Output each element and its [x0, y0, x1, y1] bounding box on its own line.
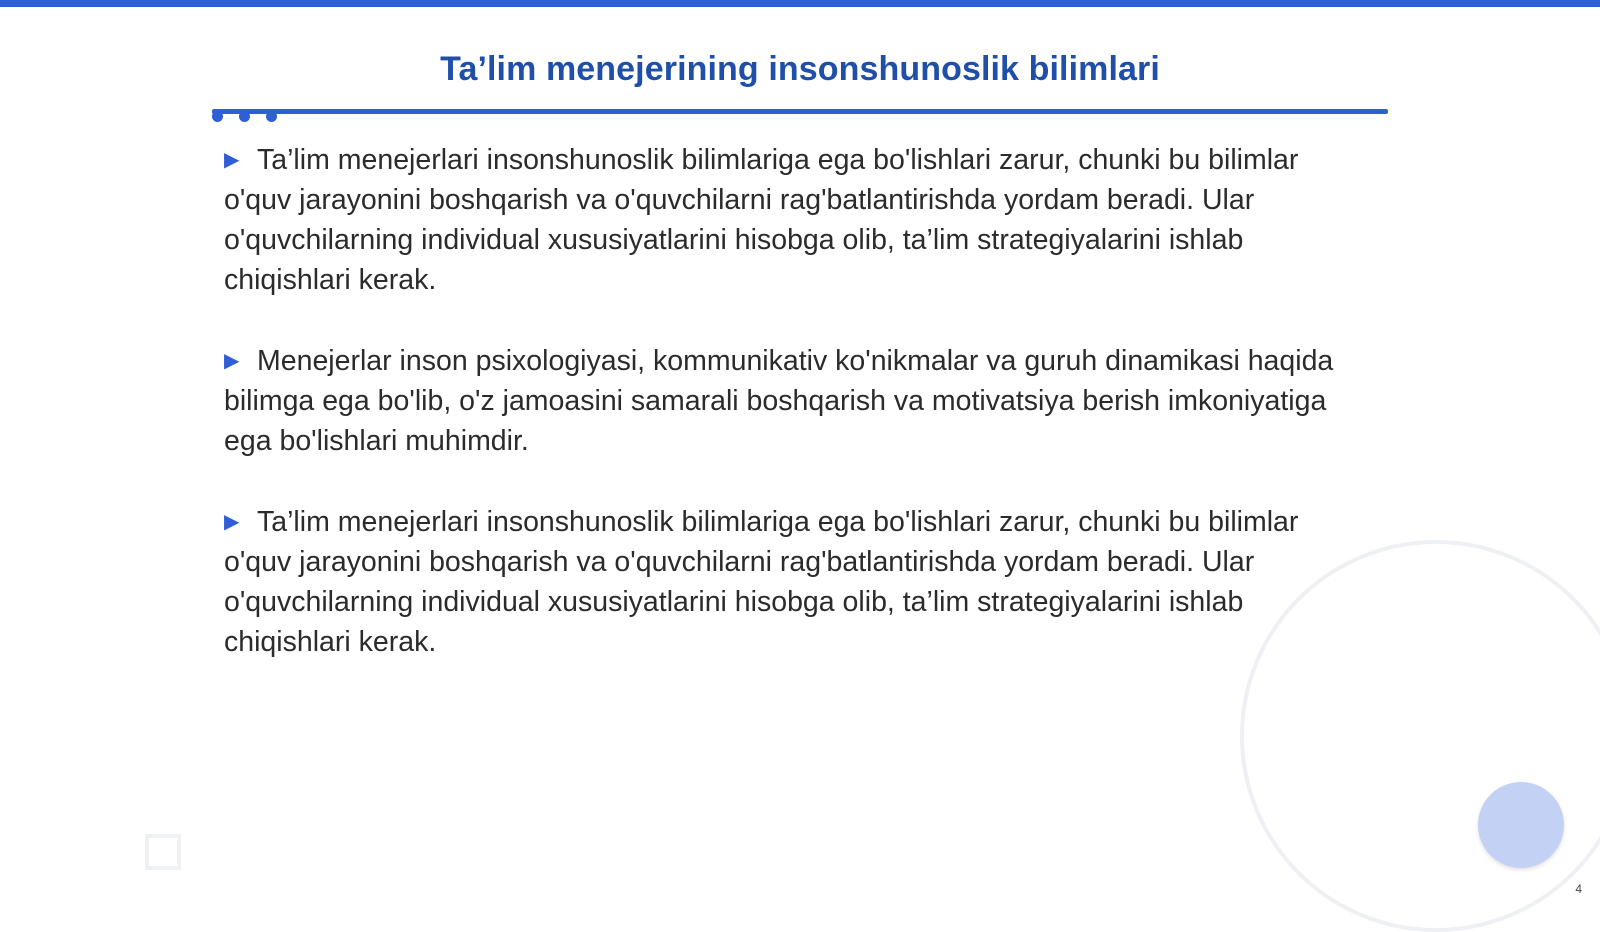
- bullet-list: [224, 140, 1348, 703]
- slide-title: Ta’lim menejerining insonshunoslik bilimlari: [440, 50, 1160, 88]
- title-underline: [212, 109, 1388, 114]
- dot-icon: [266, 111, 277, 122]
- bullet-item: [224, 502, 1348, 662]
- decorative-circle-fill: [1478, 782, 1564, 868]
- page-number: 4: [1575, 882, 1582, 896]
- triangle-bullet-icon: ▶: [224, 511, 240, 533]
- triangle-bullet-icon: ▶: [224, 350, 240, 372]
- bullet-item: [224, 140, 1348, 300]
- decorative-dots: [212, 111, 282, 125]
- triangle-bullet-icon: ▶: [224, 149, 240, 171]
- bullet-text: Ta’lim menejerlari insonshunoslik bilimlariga ega bo'lishlari zarur, chunki bu bilimlar o'quv jarayonini boshqarish va o'quvchilarni rag'batlantirishda yordam beradi. Ular o'quvchilarning individual xususiyatlarini hisobga olib, ta’lim strategiyalarini ishlab chiqishlari kerak.: [224, 506, 1299, 658]
- dot-icon: [212, 111, 223, 122]
- top-accent-bar: [0, 0, 1600, 7]
- decorative-square: [145, 834, 181, 870]
- bullet-text: Ta’lim menejerlari insonshunoslik bilimlariga ega bo'lishlari zarur, chunki bu bilimlar o'quv jarayonini boshqarish va o'quvchilarni rag'batlantirishda yordam beradi. Ular o'quvchilarning individual xususiyatlarini hisobga olib, ta’lim strategiyalarini ishlab chiqishlari kerak.: [224, 144, 1299, 296]
- dot-icon: [239, 111, 250, 122]
- bullet-text: Menejerlar inson psixologiyasi, kommunikativ ko'nikmalar va guruh dinamikasi haqida bilimga ega bo'lib, o'z jamoasini samarali boshqarish va motivatsiya berish imkoniyatiga ega bo'lishlari muhimdir.: [224, 345, 1334, 457]
- bullet-item: [224, 341, 1348, 461]
